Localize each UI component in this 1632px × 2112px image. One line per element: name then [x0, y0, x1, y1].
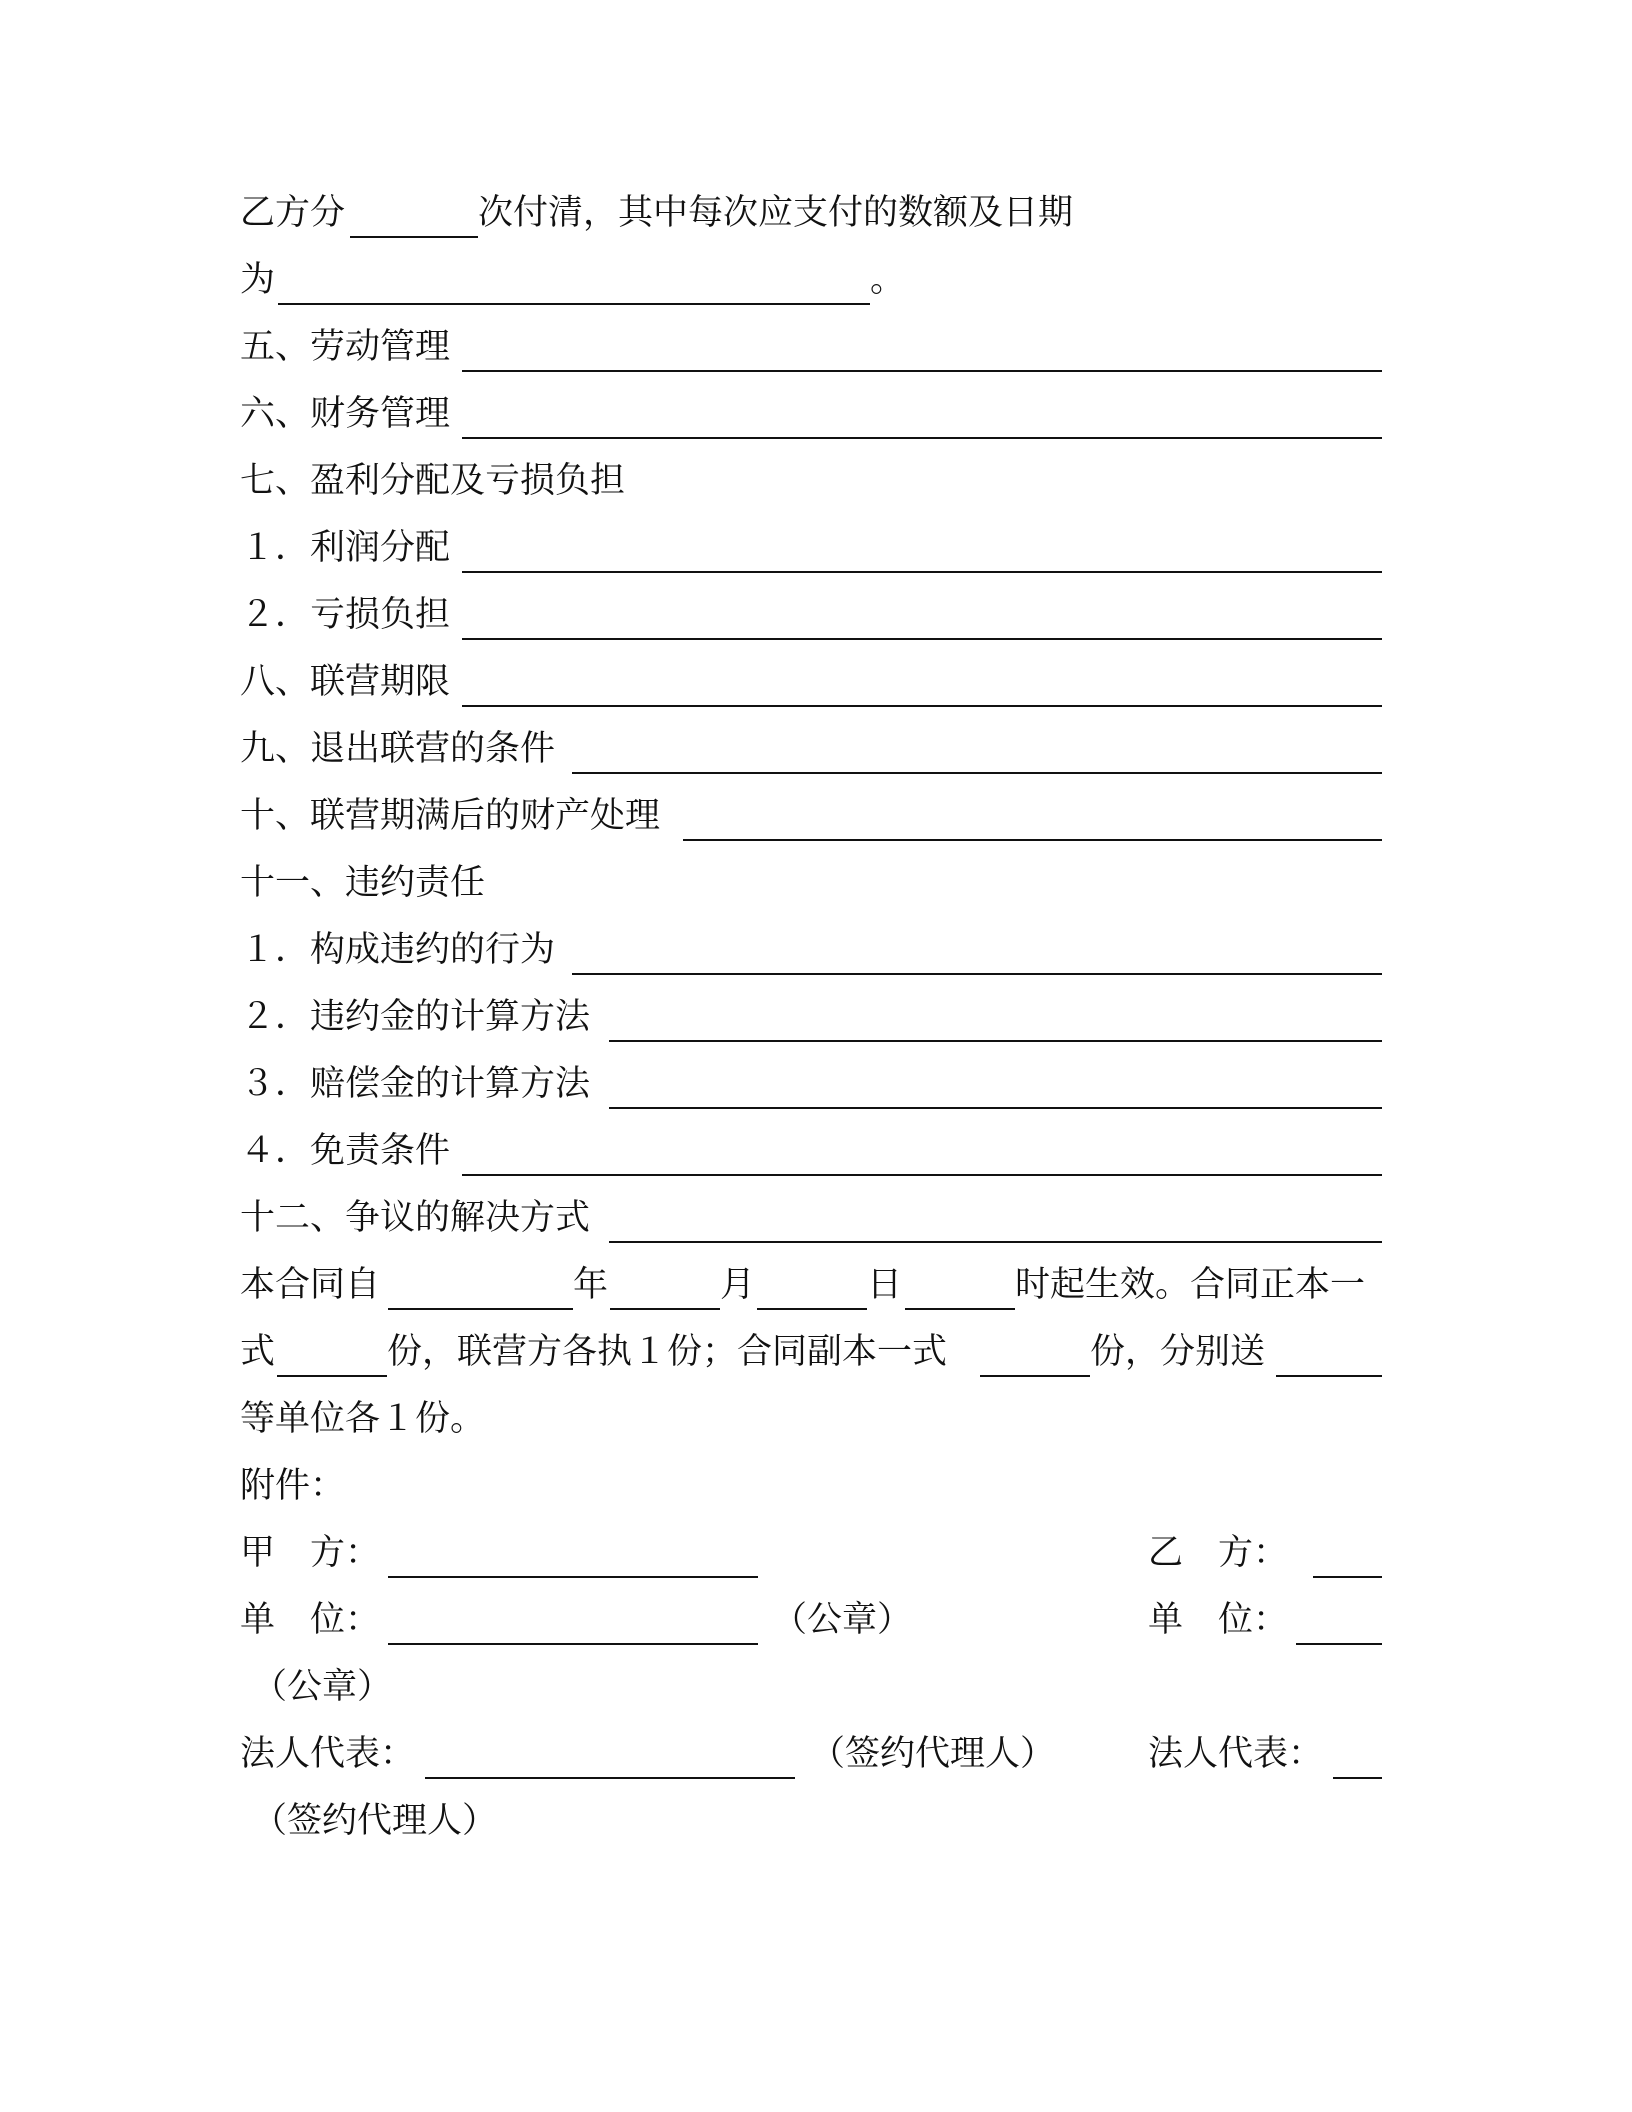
loss-bearing-blank[interactable]	[462, 638, 1382, 640]
section-compensation-calc	[240, 1051, 1382, 1118]
section-exemption	[240, 1118, 1382, 1185]
section-penalty-calc	[240, 984, 1382, 1051]
section-profit-distribution	[240, 515, 1382, 582]
effect-month-blank[interactable]	[757, 1308, 867, 1310]
withdrawal-label: 九、退出联营的条件	[240, 729, 556, 769]
section-dispute	[240, 1185, 1382, 1252]
effect-text-e: 份，分别送	[1090, 1332, 1266, 1372]
unit-a-label: 单 位：	[240, 1600, 381, 1640]
effect-day: 日	[867, 1265, 903, 1305]
effect-text-a: 本合同自	[240, 1265, 381, 1305]
section-labor	[240, 314, 1382, 381]
property-label: 十、联营期满后的财产处理	[240, 796, 661, 836]
party-b-label: 乙 方：	[1148, 1533, 1289, 1573]
effect-text-c: 式	[240, 1332, 276, 1372]
effect-text-f: 等单位各１份。	[240, 1399, 486, 1439]
section-withdrawal	[240, 716, 1382, 783]
term-label: 八、联营期限	[240, 662, 451, 702]
agent-a: （签约代理人）	[810, 1734, 1056, 1774]
breach-acts-blank[interactable]	[572, 973, 1382, 975]
agent-b: （签约代理人）	[252, 1801, 498, 1841]
section-loss-bearing	[240, 582, 1382, 649]
effect-month: 月	[720, 1265, 756, 1305]
effect-line-1	[240, 1252, 1382, 1319]
party-a-blank[interactable]	[388, 1576, 758, 1578]
effect-line-3	[240, 1386, 1382, 1453]
effect-day-blank[interactable]	[905, 1308, 1015, 1310]
loss-bearing-label: ２．亏损负担	[240, 595, 451, 635]
attachment-line	[240, 1453, 1382, 1520]
effect-start-blank[interactable]	[388, 1308, 573, 1310]
unit-a-blank[interactable]	[388, 1643, 758, 1645]
section-property	[240, 783, 1382, 850]
breach-acts-label: １．构成违约的行为	[240, 930, 556, 970]
effect-year-blank[interactable]	[610, 1308, 720, 1310]
party-b-blank[interactable]	[1313, 1576, 1382, 1578]
section-term	[240, 649, 1382, 716]
rep-b-label: 法人代表：	[1148, 1734, 1324, 1774]
seal-b: （公章）	[252, 1667, 393, 1707]
payment-text-d: 。	[870, 260, 906, 300]
term-blank[interactable]	[462, 705, 1382, 707]
seal-a: （公章）	[772, 1600, 913, 1640]
exemption-blank[interactable]	[462, 1174, 1382, 1176]
payment-schedule-blank[interactable]	[278, 303, 870, 305]
rep-a-label: 法人代表：	[240, 1734, 416, 1774]
labor-blank[interactable]	[462, 370, 1382, 372]
penalty-calc-label: ２．违约金的计算方法	[240, 997, 591, 1037]
unit-b-blank[interactable]	[1296, 1643, 1382, 1645]
recipients-blank[interactable]	[1276, 1375, 1382, 1377]
signature-party-line	[240, 1520, 1382, 1587]
profit-distribution-label: １．利润分配	[240, 528, 451, 568]
finance-blank[interactable]	[462, 437, 1382, 439]
section-finance	[240, 381, 1382, 448]
signature-agent-line	[240, 1788, 1382, 1855]
breach-label: 十一、违约责任	[240, 863, 486, 903]
attachment-label: 附件：	[240, 1466, 346, 1506]
effect-text-b: 时起生效。合同正本一	[1015, 1265, 1366, 1305]
section-breach-acts	[240, 917, 1382, 984]
original-copies-blank[interactable]	[277, 1375, 387, 1377]
signature-unit-line	[240, 1587, 1382, 1654]
contract-page	[240, 180, 1382, 1855]
rep-b-blank[interactable]	[1333, 1777, 1382, 1779]
exemption-label: ４．免责条件	[240, 1131, 451, 1171]
section-profit-loss-label: 七、盈利分配及亏损负担	[240, 461, 626, 501]
signature-rep-line	[240, 1721, 1382, 1788]
duplicate-copies-blank[interactable]	[980, 1375, 1090, 1377]
effect-text-d: 份，联营方各执１份；合同副本一式	[387, 1332, 948, 1372]
section-breach	[240, 850, 1382, 917]
payment-text-b: 次付清，其中每次应支付的数额及日期	[478, 193, 1074, 233]
payment-line-1	[240, 180, 1382, 247]
compensation-calc-blank[interactable]	[609, 1107, 1382, 1109]
party-a-label: 甲 方：	[240, 1533, 381, 1573]
profit-distribution-blank[interactable]	[462, 571, 1382, 573]
rep-a-blank[interactable]	[425, 1777, 795, 1779]
withdrawal-blank[interactable]	[572, 772, 1382, 774]
payment-line-2	[240, 247, 1382, 314]
unit-b-label: 单 位：	[1148, 1600, 1289, 1640]
section-profit-loss	[240, 448, 1382, 515]
compensation-calc-label: ３．赔偿金的计算方法	[240, 1064, 591, 1104]
property-blank[interactable]	[683, 839, 1382, 841]
dispute-label: 十二、争议的解决方式	[240, 1198, 591, 1238]
dispute-blank[interactable]	[609, 1241, 1382, 1243]
penalty-calc-blank[interactable]	[609, 1040, 1382, 1042]
effect-year: 年	[573, 1265, 609, 1305]
effect-line-2	[240, 1319, 1382, 1386]
installments-blank[interactable]	[350, 236, 478, 238]
payment-text-a: 乙方分	[240, 193, 346, 233]
section-labor-label: 五、劳动管理	[240, 327, 451, 367]
section-finance-label: 六、财务管理	[240, 394, 451, 434]
signature-seal-line	[240, 1654, 1382, 1721]
payment-text-c: 为	[240, 260, 276, 300]
